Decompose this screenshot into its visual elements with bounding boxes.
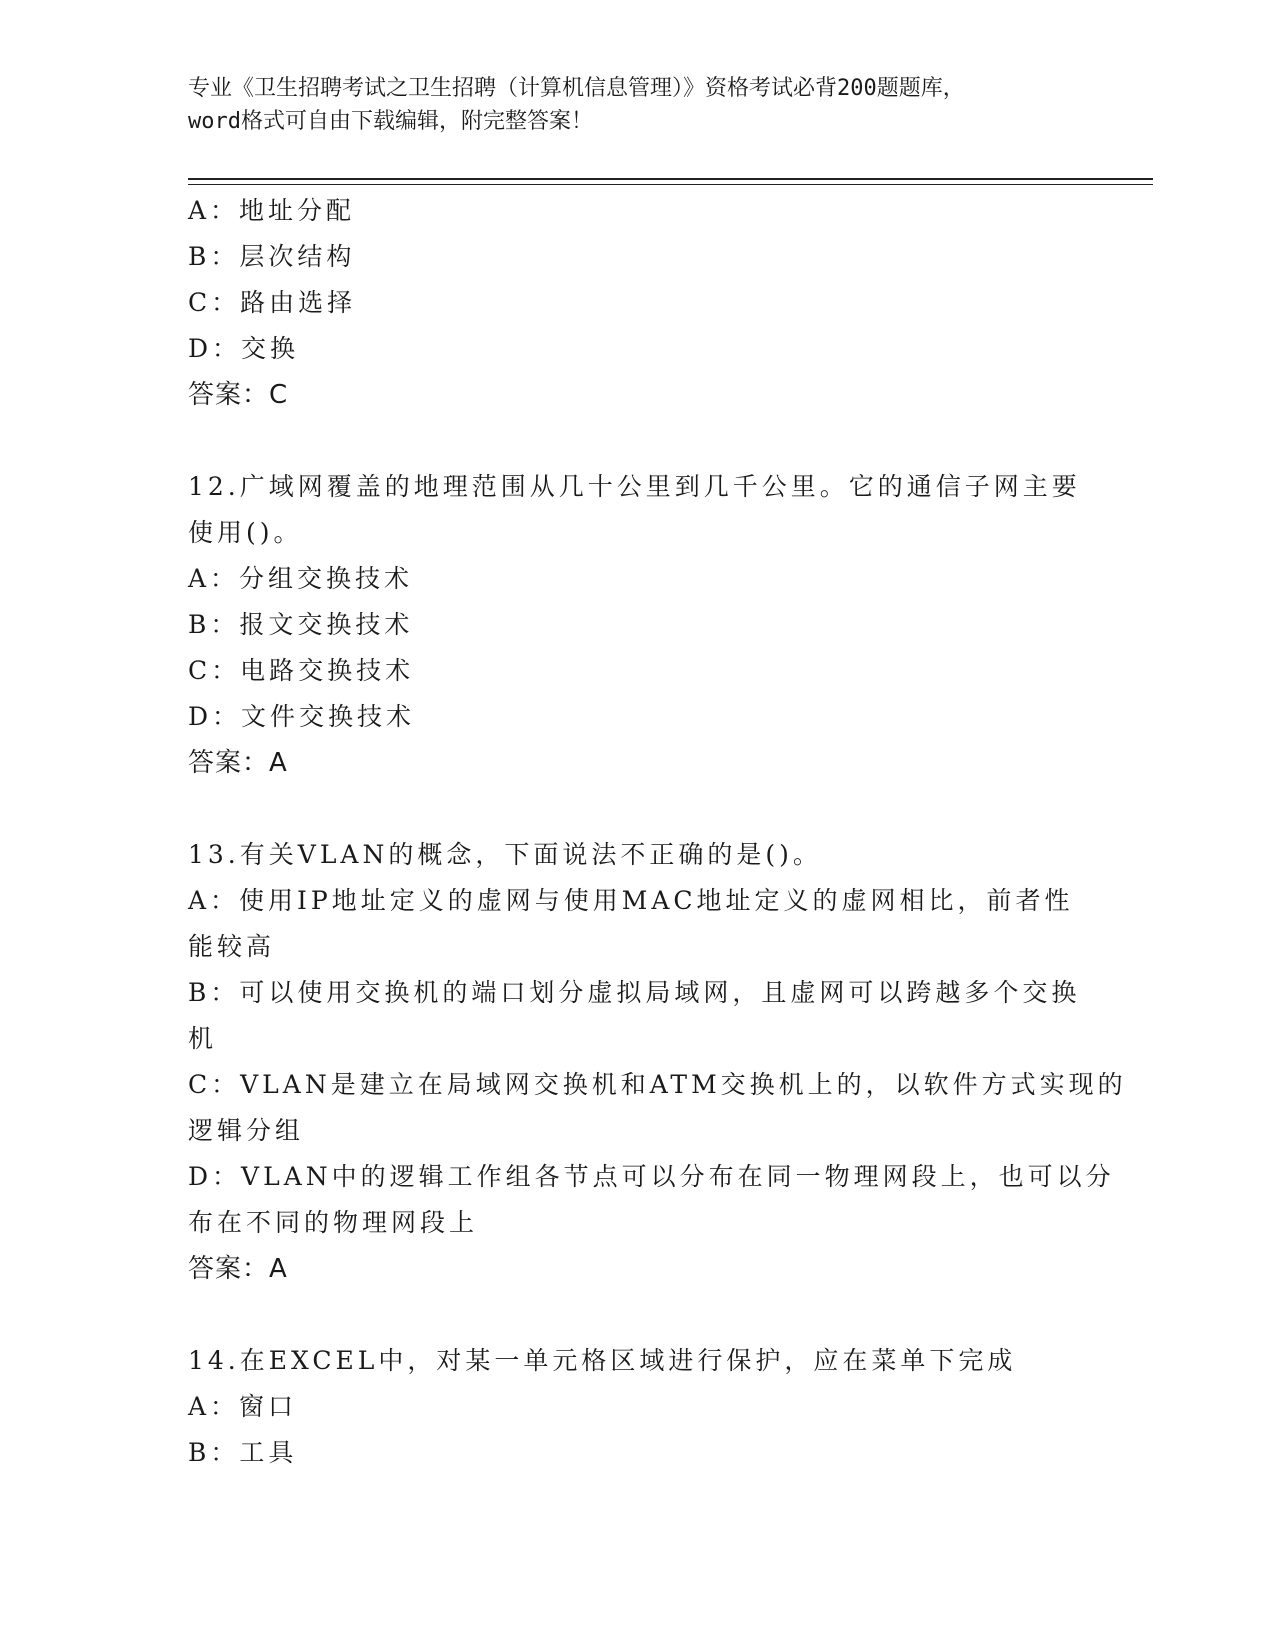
- answer-text: 答案：A: [188, 748, 288, 778]
- option-d-cont: 布在不同的物理网段上: [188, 1208, 479, 1237]
- header-line-2: word格式可自由下载编辑，附完整答案！: [188, 109, 593, 134]
- question-block: [188, 1338, 1088, 1476]
- document-header: [188, 72, 1088, 138]
- option-a-cont: 能较高: [188, 932, 276, 961]
- option-c: C：路由选择: [188, 288, 357, 317]
- option-b: B：报文交换技术: [188, 610, 414, 639]
- question-text: 12.广域网覆盖的地理范围从几十公里到几千公里。它的通信子网主要: [188, 472, 1081, 501]
- question-block: [188, 832, 1127, 1292]
- option-c: C：VLAN是建立在局域网交换机和ATM交换机上的，以软件方式实现的: [188, 1070, 1127, 1099]
- question-text-cont: 使用()。: [188, 518, 303, 547]
- option-b-cont: 机: [188, 1024, 218, 1053]
- question-block: [188, 188, 1088, 418]
- option-a: A：分组交换技术: [188, 564, 414, 593]
- option-a: A：使用IP地址定义的虚网与使用MAC地址定义的虚网相比，前者性: [188, 886, 1074, 915]
- option-b: B：工具: [188, 1438, 298, 1467]
- question-block: [188, 464, 1088, 786]
- header-rule: [188, 178, 1153, 180]
- option-d: D：文件交换技术: [188, 702, 416, 731]
- option-a: A：地址分配: [188, 196, 356, 225]
- option-a: A：窗口: [188, 1392, 298, 1421]
- header-rule-thin: [188, 184, 1153, 185]
- question-text: 13.有关VLAN的概念，下面说法不正确的是()。: [188, 840, 822, 869]
- answer-text: 答案：C: [188, 380, 289, 410]
- option-b: B：层次结构: [188, 242, 356, 271]
- question-list: [188, 188, 1127, 1476]
- option-c: C：电路交换技术: [188, 656, 415, 685]
- header-line-1: 专业《卫生招聘考试之卫生招聘（计算机信息管理）》资格考试必背200题题库，: [188, 76, 965, 101]
- question-text: 14.在EXCEL中，对某一单元格区域进行保护，应在菜单下完成: [188, 1346, 1017, 1375]
- option-d: D：VLAN中的逻辑工作组各节点可以分布在同一物理网段上，也可以分: [188, 1162, 1115, 1191]
- option-d: D：交换: [188, 334, 300, 363]
- answer-text: 答案：A: [188, 1254, 288, 1284]
- option-b: B：可以使用交换机的端口划分虚拟局域网，且虚网可以跨越多个交换: [188, 978, 1081, 1007]
- option-c-cont: 逻辑分组: [188, 1116, 305, 1145]
